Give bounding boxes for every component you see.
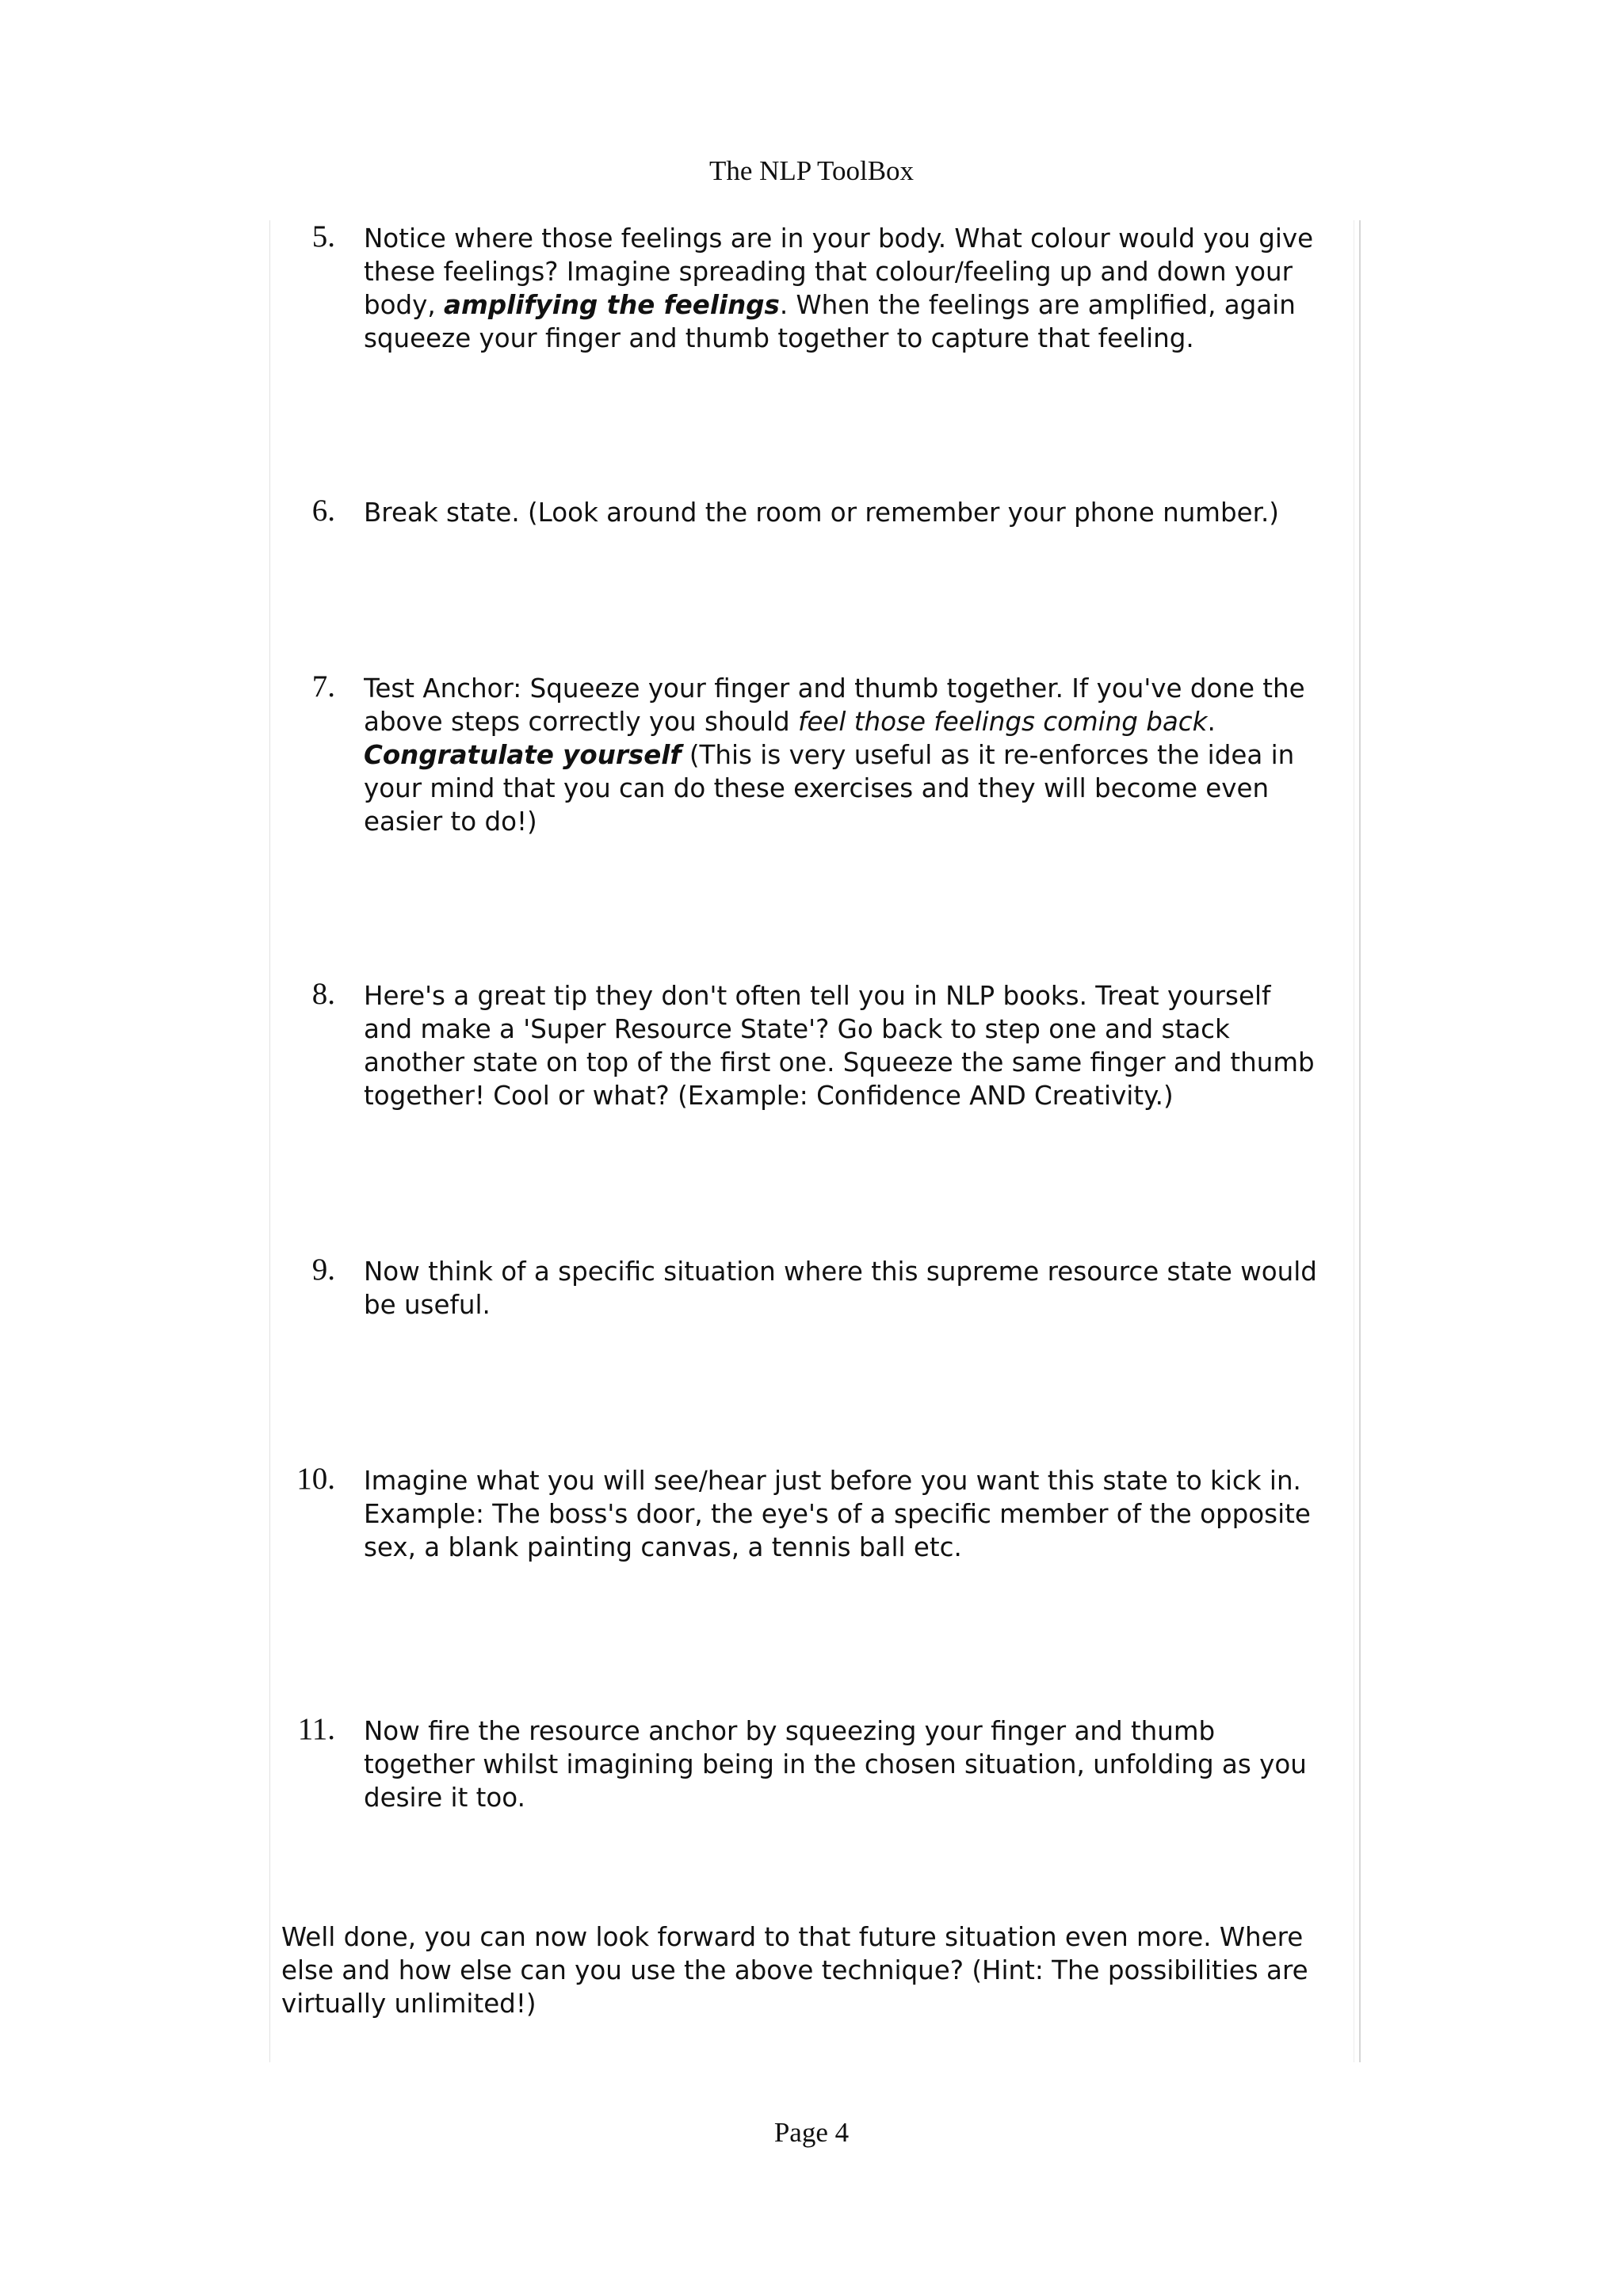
step-number: 10. <box>296 1462 335 1496</box>
text-line: virtually unlimited!) <box>281 1989 537 2019</box>
text-run: and make a 'Super Resource State'? Go back to step one and stack <box>364 1014 1230 1044</box>
text-line <box>364 1046 1364 1079</box>
step-number: 11. <box>297 1712 335 1746</box>
text-run: Here's a great tip they don't often tell you in NLP books. Treat yourself <box>364 981 1271 1011</box>
step-text <box>364 672 1364 838</box>
text-line <box>364 496 1364 529</box>
page-header-title: The NLP ToolBox <box>708 155 915 186</box>
step-text <box>364 1255 1364 1322</box>
text-line <box>364 1781 1364 1814</box>
step-number: 7. <box>311 669 335 704</box>
text-line <box>364 1255 1364 1288</box>
text-line <box>364 1748 1364 1781</box>
closing-paragraph <box>281 1920 1361 2020</box>
step-text <box>364 222 1364 355</box>
text-run: body, <box>364 290 445 320</box>
text-line <box>364 1497 1364 1531</box>
text-line <box>364 705 1364 738</box>
step-text <box>364 979 1364 1112</box>
content-frame <box>269 220 1361 2062</box>
text-line <box>364 255 1364 288</box>
emphasis-text: feel those feelings coming back <box>798 707 1208 737</box>
text-line <box>364 1531 1364 1564</box>
text-line <box>364 805 1364 838</box>
text-run: together! Cool or what? (Example: Confidence AND Creativity.) <box>364 1081 1174 1111</box>
step-text <box>364 1714 1364 1814</box>
step-number: 8. <box>311 977 335 1011</box>
text-line <box>364 1464 1364 1497</box>
text-line <box>364 672 1364 705</box>
text-line <box>364 979 1364 1013</box>
text-line <box>364 1288 1364 1322</box>
step-number: 9. <box>311 1253 335 1287</box>
text-line: Well done, you can now look forward to that future situation even more. Where <box>281 1922 1304 1952</box>
text-run: Notice where those feelings are in your body. What colour would you give <box>364 223 1314 254</box>
text-run: (This is very useful as it re-enforces the idea in <box>681 740 1295 770</box>
text-run: sex, a blank painting canvas, a tennis ball etc. <box>364 1532 962 1562</box>
emphasis-text: amplifying the feelings <box>444 290 780 320</box>
text-run: together whilst imagining being in the chosen situation, unfolding as you <box>364 1749 1307 1779</box>
step-number: 5. <box>311 219 335 254</box>
step-text <box>364 1464 1364 1564</box>
text-line <box>364 1079 1364 1112</box>
text-run: desire it too. <box>364 1783 525 1813</box>
text-run: Test Anchor: Squeeze your finger and thumb together. If you've done the <box>364 673 1305 704</box>
text-line <box>364 222 1364 255</box>
text-line <box>364 1714 1364 1748</box>
text-run: Break state. (Look around the room or remember your phone number.) <box>364 498 1279 528</box>
text-line <box>364 772 1364 805</box>
step-text <box>364 496 1364 529</box>
text-run: easier to do!) <box>364 807 537 837</box>
text-run: . <box>1207 707 1216 737</box>
text-run: another state on top of the first one. Squeeze the same finger and thumb <box>364 1047 1315 1077</box>
text-run: above steps correctly you should <box>364 707 798 737</box>
text-run: these feelings? Imagine spreading that colour/feeling up and down your <box>364 257 1293 287</box>
text-line <box>364 1013 1364 1046</box>
text-run: Imagine what you will see/hear just before you want this state to kick in. <box>364 1466 1301 1496</box>
emphasis-text: Congratulate yourself <box>364 740 682 770</box>
text-line <box>364 322 1364 355</box>
step-number: 6. <box>311 494 335 528</box>
text-line <box>364 738 1364 772</box>
text-run: . When the feelings are amplified, again <box>779 290 1296 320</box>
text-line <box>364 288 1364 322</box>
text-run: Example: The boss's door, the eye's of a specific member of the opposite <box>364 1499 1311 1529</box>
text-run: Now think of a specific situation where this supreme resource state would <box>364 1257 1317 1287</box>
text-run: your mind that you can do these exercises and they will become even <box>364 773 1270 803</box>
text-run: be useful. <box>364 1290 491 1320</box>
text-line: else and how else can you use the above technique? (Hint: The possibilities are <box>281 1955 1308 1985</box>
page-number: Page 4 <box>773 2117 850 2148</box>
text-run: Now fire the resource anchor by squeezing your finger and thumb <box>364 1716 1216 1746</box>
text-run: squeeze your finger and thumb together to capture that feeling. <box>364 323 1194 353</box>
